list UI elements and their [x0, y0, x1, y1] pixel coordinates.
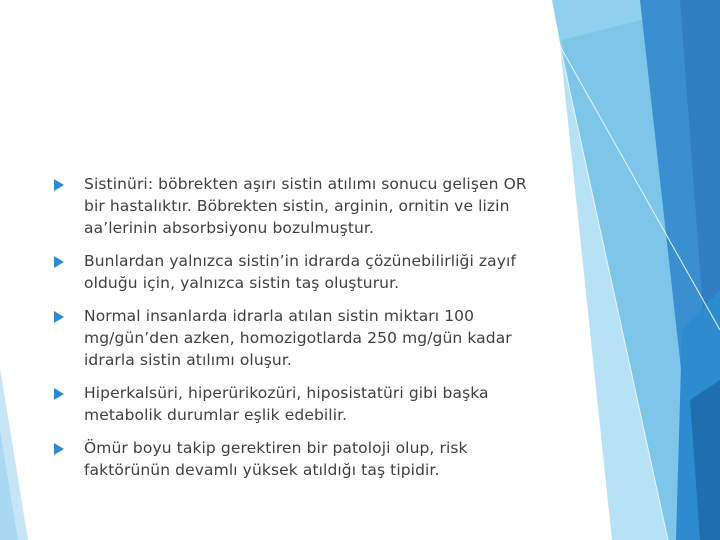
triangle-bullet-icon	[54, 256, 64, 268]
triangle-bullet-icon	[54, 311, 64, 323]
bullet-text: Bunlardan yalnızca sistin’in idrarda çözünebilirliği zayıf olduğu için, yalnızca sistin taş oluşturur.	[84, 252, 517, 292]
bullet-item	[52, 382, 552, 426]
content-area	[52, 173, 552, 492]
bullet-text: Normal insanlarda idrarla atılan sistin miktarı 100 mg/gün’den azken, homozigotlarda 250 mg/gün kadar idrarla sistin atılımı oluşur.	[84, 307, 512, 369]
triangle-bullet-icon	[54, 179, 64, 191]
triangle-bullet-icon	[54, 443, 64, 455]
bullet-text: Ömür boyu takip gerektiren bir patoloji olup, risk faktörünün devamlı yüksek atıldığı taş tipidir.	[84, 439, 468, 479]
bullet-item	[52, 250, 552, 294]
bullet-list	[52, 173, 552, 481]
triangle-bullet-icon	[54, 388, 64, 400]
bullet-item	[52, 305, 552, 371]
bullet-text: Hiperkalsüri, hiperürikozüri, hiposistatüri gibi başka metabolik durumlar eşlik edebilir.	[84, 384, 489, 424]
bullet-item	[52, 437, 552, 481]
bullet-text: Sistinüri: böbrekten aşırı sistin atılımı sonucu gelişen OR bir hastalıktır. Böbrekten sistin, arginin, ornitin ve lizin aa’lerinin absorbsiyonu bozulmuştur.	[84, 175, 527, 237]
bullet-item	[52, 173, 552, 239]
